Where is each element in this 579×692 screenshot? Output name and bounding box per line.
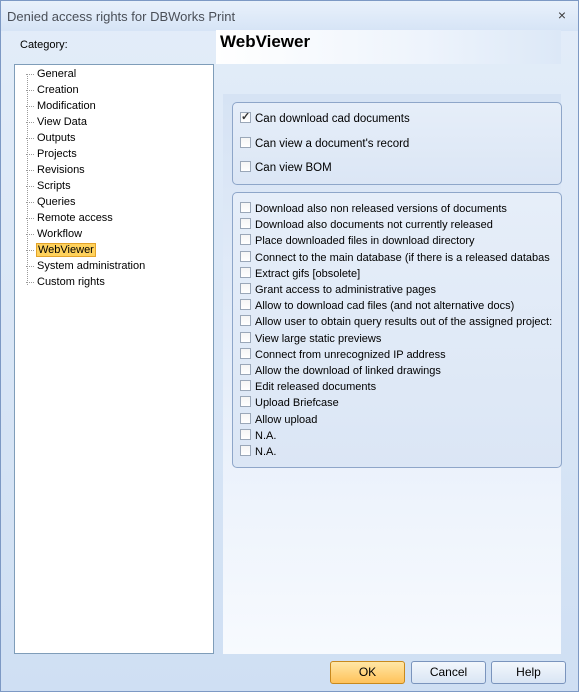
checkbox[interactable] (240, 202, 251, 213)
option-label: Allow to download cad files (and not alternative docs) (255, 300, 515, 313)
title-bar[interactable] (1, 1, 578, 31)
close-icon[interactable]: × (557, 7, 567, 23)
tree-item-label: Creation (37, 84, 79, 96)
checkbox[interactable] (240, 445, 251, 456)
option-row[interactable] (240, 267, 360, 283)
tree-item-label: Revisions (37, 164, 85, 176)
checkbox[interactable] (240, 315, 251, 326)
tree-item-general[interactable] (24, 67, 77, 81)
tree-item-custom-rights[interactable] (24, 275, 106, 289)
checkbox[interactable] (240, 299, 251, 310)
tree-item-revisions[interactable] (24, 163, 86, 177)
option-row[interactable] (240, 112, 410, 128)
option-label: N.A. (255, 446, 277, 458)
ok-button[interactable]: OK (330, 661, 405, 684)
category-label: Category: (20, 39, 68, 51)
checkbox[interactable] (240, 413, 251, 424)
option-row[interactable] (240, 445, 276, 461)
checkbox[interactable] (240, 218, 251, 229)
option-label: Upload Briefcase (255, 397, 339, 410)
checkbox[interactable] (240, 267, 251, 278)
category-tree[interactable] (14, 64, 214, 654)
checkbox[interactable] (240, 380, 251, 391)
option-label: Can view a document's record (255, 138, 410, 150)
option-label: Extract gifs [obsolete] (255, 267, 361, 280)
checkbox[interactable] (240, 112, 251, 123)
option-row[interactable] (240, 364, 441, 380)
cancel-button[interactable]: Cancel (411, 661, 486, 684)
option-row[interactable] (240, 161, 332, 177)
checkbox[interactable] (240, 251, 251, 262)
checkbox[interactable] (240, 429, 251, 440)
tree-item-system-administration[interactable] (24, 259, 146, 273)
tree-item-label: Custom rights (37, 276, 105, 288)
tree-item-outputs[interactable] (24, 131, 77, 145)
checkbox[interactable] (240, 332, 251, 343)
tree-item-label: View Data (37, 116, 87, 128)
option-row[interactable] (240, 218, 493, 234)
panel-title: WebViewer (220, 32, 311, 51)
tree-item-workflow[interactable] (24, 227, 83, 241)
option-label: Allow upload (255, 413, 318, 426)
option-label: N.A. (255, 429, 277, 442)
option-row[interactable] (240, 332, 381, 348)
option-row[interactable] (240, 429, 276, 445)
checkbox[interactable] (240, 137, 251, 148)
tree-item-queries[interactable] (24, 195, 77, 209)
option-row[interactable] (240, 315, 552, 331)
tree-item-label: General (37, 68, 77, 80)
tree-item-view-data[interactable] (24, 115, 88, 129)
option-row[interactable] (240, 413, 317, 429)
tree-item-projects[interactable] (24, 147, 78, 161)
option-label: Allow the download of linked drawings (255, 365, 441, 377)
window-title: Denied access rights for DBWorks Print (7, 9, 236, 24)
option-label: Grant access to administrative pages (255, 284, 436, 296)
option-label: Connect to the main database (if there is a released databas (255, 251, 550, 264)
option-label: Download also non released versions of documents (255, 203, 507, 215)
option-row[interactable] (240, 251, 550, 267)
tree-item-label: System administration (37, 260, 146, 272)
option-row[interactable] (240, 299, 514, 315)
option-label: Allow user to obtain query results out of the assigned project: (255, 316, 553, 329)
option-row[interactable] (240, 380, 376, 396)
option-row[interactable] (240, 234, 475, 250)
option-label: Can download cad documents (255, 113, 410, 125)
help-button[interactable]: Help (491, 661, 566, 684)
tree-item-remote-access[interactable] (24, 211, 114, 225)
tree-item-label: Modification (37, 100, 96, 112)
tree-item-label: Queries (37, 196, 76, 208)
checkbox[interactable] (240, 161, 251, 172)
option-label: View large static previews (255, 332, 382, 345)
tree-item-modification[interactable] (24, 99, 97, 113)
tree-item-label: Remote access (37, 212, 113, 224)
option-row[interactable] (240, 137, 409, 153)
checkbox[interactable] (240, 396, 251, 407)
tree-item-label: Outputs (37, 132, 76, 144)
tree-item-creation[interactable] (24, 83, 80, 97)
option-label: Can view BOM (255, 162, 332, 174)
tree-item-scripts[interactable] (24, 179, 72, 193)
option-label: Connect from unrecognized IP address (255, 348, 446, 361)
option-row[interactable] (240, 283, 436, 299)
option-label: Edit released documents (255, 381, 377, 394)
option-row[interactable] (240, 202, 507, 218)
tree-item-label: Projects (37, 148, 77, 160)
tree-item-label: WebViewer (38, 244, 94, 256)
tree-item-label: Workflow (37, 228, 83, 240)
checkbox[interactable] (240, 283, 251, 294)
checkbox[interactable] (240, 364, 251, 375)
option-row[interactable] (240, 348, 446, 364)
panel-header (216, 30, 561, 64)
checkbox[interactable] (240, 348, 251, 359)
option-label: Place downloaded files in download directory (255, 235, 475, 248)
option-row[interactable] (240, 396, 339, 412)
checkbox[interactable] (240, 234, 251, 245)
tree-item-label: Scripts (37, 180, 71, 192)
option-label: Download also documents not currently released (255, 219, 493, 232)
tree-item-webviewer[interactable] (24, 243, 96, 257)
